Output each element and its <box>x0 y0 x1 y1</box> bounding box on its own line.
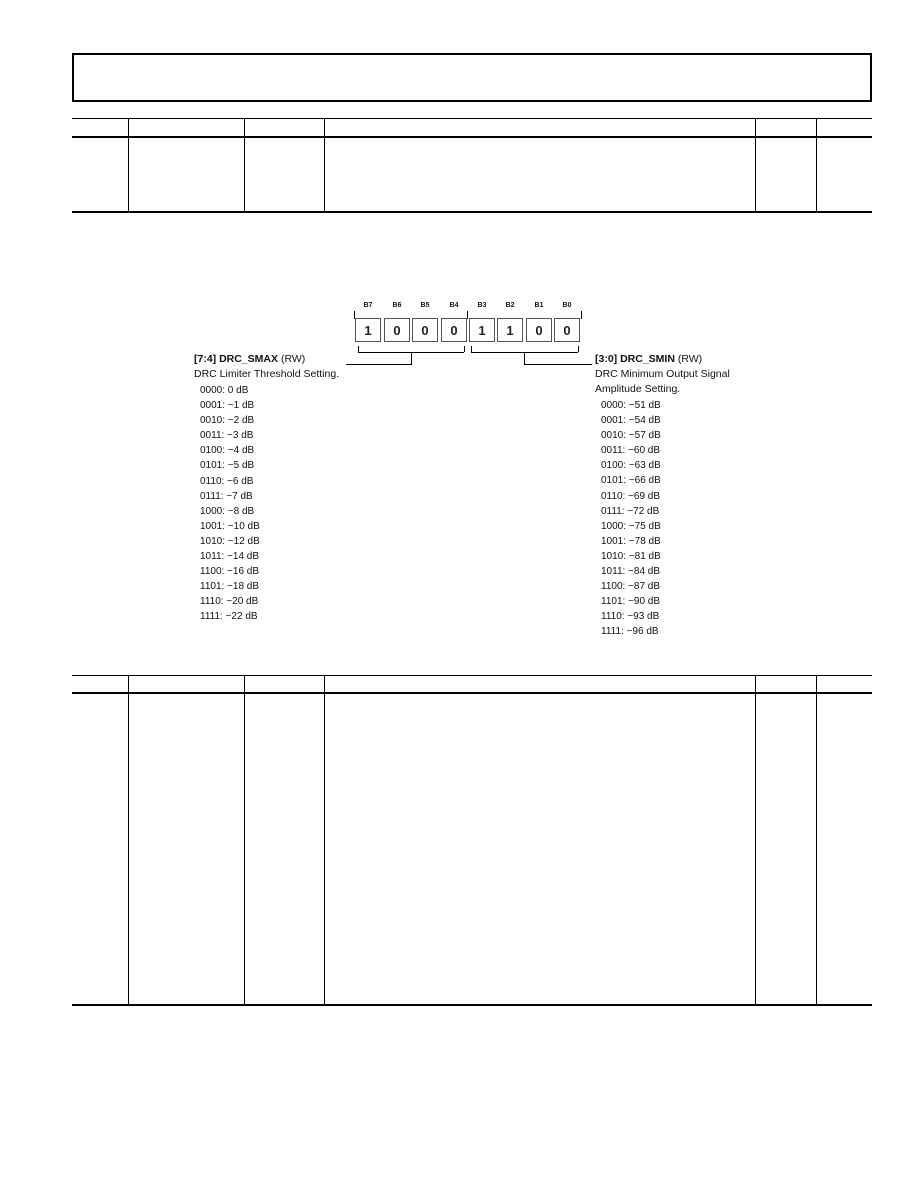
table-column-divider <box>244 675 245 1004</box>
list-item: 1001: −78 dB <box>601 535 661 547</box>
page-header-box <box>72 53 872 102</box>
table-column-divider <box>324 118 325 211</box>
list-item: 0111: −7 dB <box>200 490 253 502</box>
table-column-divider <box>128 118 129 211</box>
bit-tick <box>467 311 468 319</box>
list-item: 1101: −90 dB <box>601 596 661 608</box>
field-name-smax: DRC_SMAX <box>219 353 279 365</box>
list-item: 0100: −63 dB <box>601 460 661 472</box>
list-item: 0001: −54 dB <box>601 415 661 427</box>
list-item: 1100: −87 dB <box>601 581 661 593</box>
bit-tick <box>581 311 582 319</box>
field-description-line: DRC Minimum Output Signal <box>595 368 730 380</box>
field-brace-smin <box>578 346 579 352</box>
table-rule <box>72 675 872 676</box>
table-header-rule <box>72 136 872 138</box>
field-title-smax <box>194 353 305 365</box>
list-item: 0100: −4 dB <box>200 445 255 457</box>
list-item: 0000: 0 dB <box>200 385 249 396</box>
field-leader-smin <box>524 352 525 364</box>
bit-label: B3 <box>477 302 487 309</box>
list-item: 0011: −60 dB <box>601 445 661 457</box>
list-item: 0010: −2 dB <box>200 415 255 427</box>
bit-label: B1 <box>534 302 544 309</box>
field-leader-smin <box>524 364 592 365</box>
table-column-divider <box>324 675 325 1004</box>
table-column-divider <box>244 118 245 211</box>
table-header-rule <box>72 692 872 694</box>
table-column-divider <box>816 675 817 1004</box>
bit-label: B5 <box>420 302 430 309</box>
field-bits-smax: [7:4] <box>194 353 217 365</box>
field-brace-smax <box>464 346 465 352</box>
field-bits-smin: [3:0] <box>595 353 618 365</box>
list-item: 1110: −20 dB <box>200 596 259 608</box>
field-leader-smax <box>411 352 412 364</box>
table-column-divider <box>128 675 129 1004</box>
field-name-smin: DRC_SMIN <box>620 353 675 365</box>
bit-value-cell: 0 <box>526 318 552 342</box>
list-item: 1011: −14 dB <box>200 551 260 563</box>
register-table-bottom <box>72 675 872 1006</box>
field-description-line: Amplitude Setting. <box>595 383 681 395</box>
list-item: 0110: −69 dB <box>601 490 661 502</box>
field-leader-smax <box>346 364 412 365</box>
list-item: 1011: −84 dB <box>601 566 661 578</box>
list-item: 0011: −3 dB <box>200 430 254 442</box>
list-item: 0010: −57 dB <box>601 430 661 442</box>
list-item: 0000: −51 dB <box>601 400 661 411</box>
bit-value-cell: 0 <box>441 318 467 342</box>
bit-value-cell: 1 <box>469 318 495 342</box>
list-item: 0110: −6 dB <box>200 475 254 487</box>
bit-value-cell: 0 <box>554 318 580 342</box>
field-title-smin <box>595 353 702 365</box>
bit-label: B2 <box>505 302 515 309</box>
bit-value-cell: 1 <box>497 318 523 342</box>
field-description-smin <box>595 367 730 397</box>
list-item: 1010: −12 dB <box>200 535 260 547</box>
list-item: 0101: −5 dB <box>200 460 255 472</box>
list-item: 1000: −8 dB <box>200 505 255 517</box>
field-access-smax: (RW) <box>280 353 306 365</box>
list-item: 1010: −81 dB <box>601 550 661 562</box>
bit-value-cell: 1 <box>355 318 381 342</box>
list-item: 0101: −66 dB <box>601 475 661 487</box>
list-item: 1000: −75 dB <box>601 520 661 532</box>
bit-label: B0 <box>562 302 572 309</box>
value-list-smax <box>200 383 260 625</box>
list-item: 1111: −22 dB <box>200 611 258 623</box>
list-item: 1100: −16 dB <box>200 566 260 578</box>
list-item: 1001: −10 dB <box>200 520 260 532</box>
list-item: 1111: −96 dB <box>601 626 659 638</box>
list-item: 0001: −1 dB <box>200 400 255 412</box>
table-rule <box>72 118 872 119</box>
field-access-smin: (RW) <box>677 353 703 365</box>
register-table-top <box>72 118 872 213</box>
table-bottom-rule <box>72 211 872 213</box>
value-list-smin <box>601 398 661 640</box>
list-item: 1110: −93 dB <box>601 611 660 623</box>
table-bottom-rule <box>72 1004 872 1006</box>
field-description-smax: DRC Limiter Threshold Setting. <box>194 368 340 380</box>
table-column-divider <box>816 118 817 211</box>
bit-value-cell: 0 <box>412 318 438 342</box>
bit-label: B7 <box>363 302 373 309</box>
table-column-divider <box>755 675 756 1004</box>
table-column-divider <box>755 118 756 211</box>
list-item: 1101: −18 dB <box>200 581 260 593</box>
bit-value-cell: 0 <box>384 318 410 342</box>
bit-label: B4 <box>449 302 459 309</box>
bit-label: B6 <box>392 302 402 309</box>
list-item: 0111: −72 dB <box>601 505 660 517</box>
